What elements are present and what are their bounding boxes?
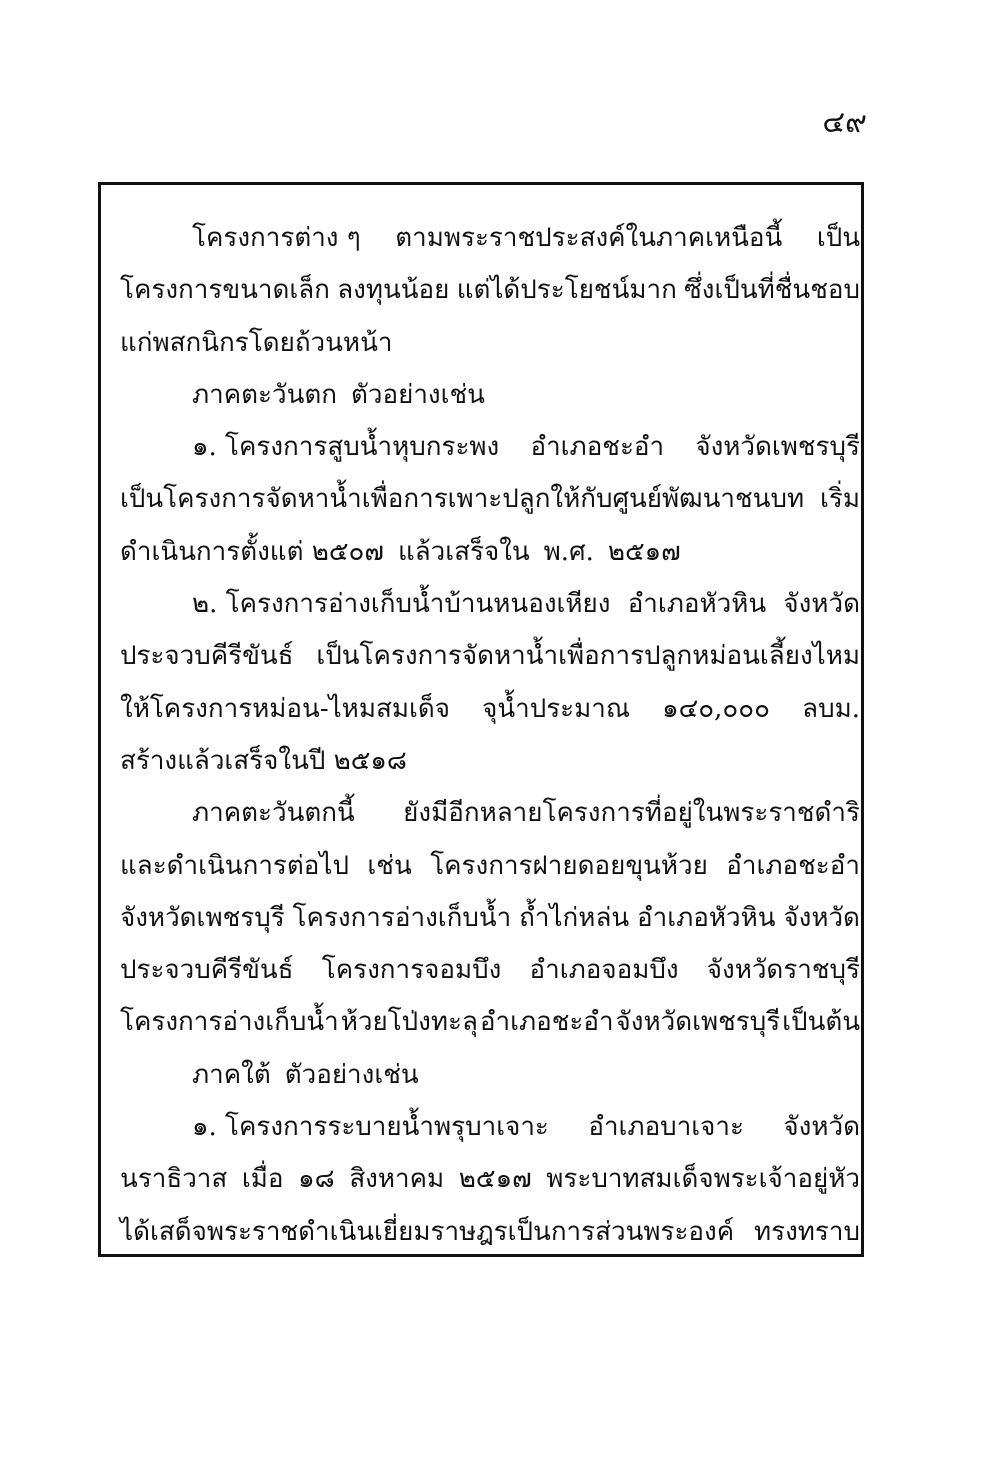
text-line xyxy=(120,526,860,578)
text-segment: จังหวัดเพชรบุรี xyxy=(695,432,860,463)
text-segment: เป็นต้น xyxy=(782,1007,860,1038)
text-segment: เมื่อ xyxy=(241,1164,284,1195)
text-line xyxy=(120,1153,860,1205)
text-segment: เป็น xyxy=(816,223,860,253)
text-segment: โครงการจอมบึง xyxy=(321,955,502,986)
page-number: ๔๙ xyxy=(822,105,867,140)
text-segment: ทรงทราบ xyxy=(753,1216,860,1247)
text-line xyxy=(120,1206,860,1258)
text-segment: ๑๔๐,๐๐๐ xyxy=(662,693,771,724)
body-text xyxy=(120,212,860,1258)
text-line xyxy=(120,369,860,421)
text-segment: โครงการต่าง ๆ xyxy=(192,223,361,253)
text-segment: เป็นโครงการจัดหาน้ำเพื่อการปลูกหม่อนเลี้ยงไหม xyxy=(316,641,860,672)
text-segment: ๑๘ xyxy=(298,1164,335,1195)
text-segment: ตามพระราชประสงค์ในภาคเหนือนี้ xyxy=(395,223,783,253)
text-segment: แล้วเสร็จใน xyxy=(397,536,530,567)
text-segment: จุน้ำประมาณ xyxy=(482,693,630,724)
text-line xyxy=(120,944,860,996)
text-segment: จังหวัด xyxy=(783,902,860,933)
text-segment: ภาคตะวันตก xyxy=(192,379,337,410)
text-segment: โครงการอ่างเก็บน้ำ xyxy=(292,902,512,933)
text-segment: อำเภอหัวหิน xyxy=(637,902,776,933)
text-line xyxy=(120,264,860,316)
text-line xyxy=(120,212,860,264)
text-segment: ตัวอย่างเช่น xyxy=(284,1059,419,1090)
text-segment: ห้วยโป่งทะลุ xyxy=(340,1007,478,1038)
text-segment: ได้เสด็จพระราชดำเนินเยี่ยมราษฎรเป็นการส่วนพระองค์ xyxy=(120,1216,735,1247)
text-segment: ๒๕๑๗ xyxy=(458,1164,532,1195)
text-line xyxy=(120,630,860,682)
text-segment: และดำเนินการต่อไป xyxy=(120,850,349,881)
text-line xyxy=(120,735,860,787)
text-line xyxy=(120,1049,860,1101)
text-line xyxy=(120,787,860,839)
text-segment: เริ่ม xyxy=(820,484,860,515)
text-line xyxy=(120,683,860,735)
text-segment: สิงหาคม xyxy=(349,1164,445,1195)
text-line xyxy=(120,473,860,525)
text-segment: ๒. โครงการอ่างเก็บน้ำบ้านหนองเหียง xyxy=(192,589,611,620)
text-segment: เป็นโครงการจัดหาน้ำเพื่อการเพาะปลูกให้กับศูนย์พัฒนาชนบท xyxy=(120,484,805,515)
text-segment: จังหวัดราชบุรี xyxy=(706,955,860,986)
text-segment: ดำเนินการตั้งแต่ ๒๕๐๗ xyxy=(120,536,384,567)
text-line xyxy=(120,996,860,1048)
text-segment: อำเภอชะอำ xyxy=(726,850,860,881)
text-segment: จังหวัดเพชรบุรี xyxy=(615,1007,781,1038)
text-segment: สร้างแล้วเสร็จในปี ๒๕๑๘ xyxy=(120,745,407,776)
text-segment: ถ้ำไก่หล่น xyxy=(519,902,630,933)
text-segment: ภาคตะวันตกนี้ xyxy=(192,798,355,829)
text-segment: โครงการขนาดเล็ก xyxy=(120,275,330,306)
text-line xyxy=(120,317,860,369)
text-segment: อำเภอชะอำ xyxy=(530,432,665,463)
text-line xyxy=(120,1101,860,1153)
text-segment: ๑. โครงการระบายน้ำพรุบาเจาะ xyxy=(192,1112,549,1143)
text-segment: ยังมีอีกหลายโครงการที่อยู่ในพระราชดำริ xyxy=(403,798,860,829)
text-segment: อำเภอหัวหิน xyxy=(627,589,767,620)
text-segment: โครงการฝายดอยขุนห้วย xyxy=(430,850,708,881)
text-segment: ประจวบคีรีขันธ์ xyxy=(120,641,294,672)
text-line xyxy=(120,421,860,473)
text-segment: ๑. โครงการสูบน้ำหุบกระพง xyxy=(192,432,500,463)
text-segment: แต่ได้ประโยชน์มาก xyxy=(456,275,677,306)
text-line xyxy=(120,578,860,630)
text-segment: ซึ่งเป็นที่ชื่นชอบ xyxy=(684,275,860,306)
text-segment: ภาคใต้ xyxy=(192,1059,271,1090)
text-segment: อำเภอจอมบึง xyxy=(529,955,679,986)
text-line xyxy=(120,840,860,892)
text-segment: นราธิวาส xyxy=(120,1164,228,1195)
text-segment: ประจวบคีรีขันธ์ xyxy=(120,955,294,986)
text-segment: ๒๕๑๗ xyxy=(607,536,681,567)
text-segment: อำเภอชะอำ xyxy=(479,1007,614,1038)
text-segment: ลงทุนน้อย xyxy=(337,275,450,306)
text-segment: แก่พสกนิกรโดยถ้วนหน้า xyxy=(120,327,393,358)
text-segment: จังหวัดเพชรบุรี xyxy=(120,902,285,933)
text-line xyxy=(120,892,860,944)
text-segment: จังหวัด xyxy=(783,1112,860,1143)
text-segment: จังหวัด xyxy=(783,589,860,620)
text-segment: พระบาทสมเด็จพระเจ้าอยู่หัว xyxy=(546,1164,860,1195)
text-segment: ตัวอย่างเช่น xyxy=(350,379,485,410)
text-segment: ให้โครงการหม่อน-ไหมสมเด็จ xyxy=(120,693,450,724)
text-segment: อำเภอบาเจาะ xyxy=(588,1112,744,1143)
text-segment: เช่น xyxy=(367,850,412,881)
text-segment: ลบม. xyxy=(802,693,860,724)
text-segment: พ.ศ. xyxy=(543,536,594,567)
text-segment: โครงการอ่างเก็บน้ำ xyxy=(120,1007,339,1038)
